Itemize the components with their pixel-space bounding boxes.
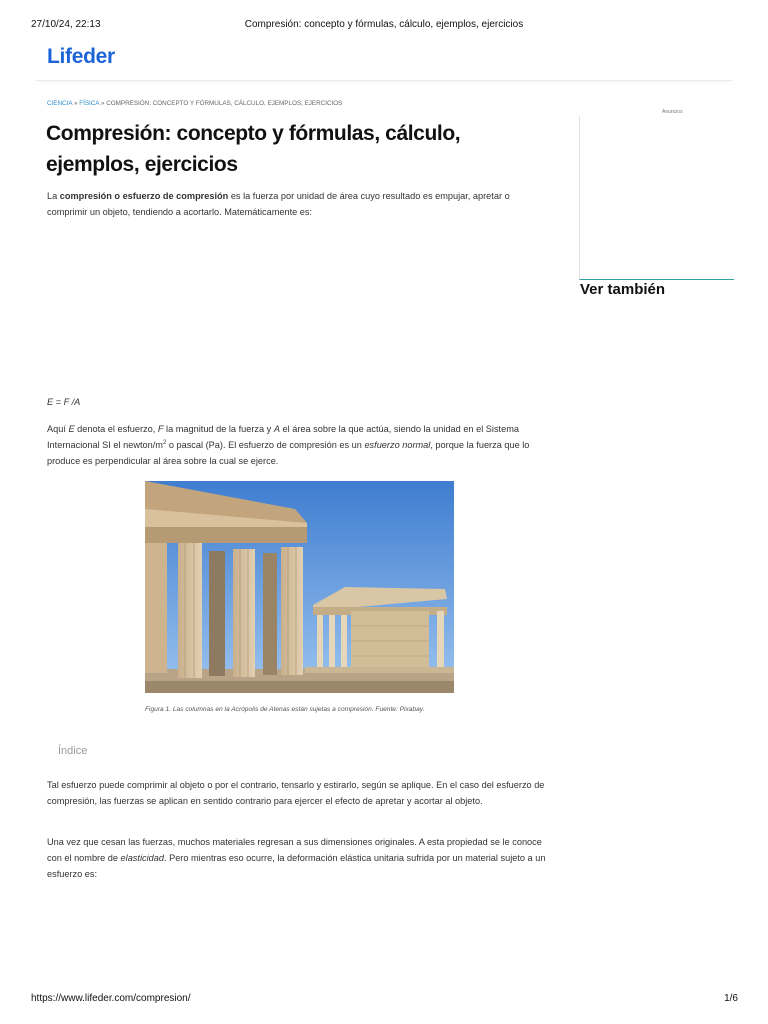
bold-term: compresión o esfuerzo de compresión — [59, 191, 229, 201]
italic-term: elasticidad — [120, 853, 164, 863]
text-run: Una vez que cesan las fuerzas, muchos materiales regresan a sus dimensiones originales. A esta propiedad se le conoce con el nombre de — [47, 837, 542, 863]
breadcrumb-current: COMPRESIÓN: CONCEPTO Y FÓRMULAS, CÁLCULO, EJEMPLOS, EJERCICIOS — [106, 100, 343, 107]
text-run: La — [47, 191, 60, 201]
text-run: o pascal (Pa). El esfuerzo de compresión es un — [166, 440, 365, 450]
page-title: Compresión: concepto y fórmulas, cálculo, ejemplos, ejercicios — [46, 122, 461, 176]
text-run: denota el esfuerzo, — [74, 424, 158, 434]
breadcrumb-link-ciencia[interactable]: CIENCIA — [47, 100, 73, 107]
text-run: el área sobre la que actúa, siendo la unidad en el Sistema Internacional SI el newton/m — [47, 424, 519, 450]
print-header — [0, 19, 768, 33]
italic-term: esfuerzo normal — [364, 440, 431, 450]
paragraph-compression-effect: Tal esfuerzo puede comprimir al objeto o por el contrario, tensarlo y estirarlo, según se aplique. En el caso del esfuerzo de compresión, las fuerzas se aplican en sentido contrario para ejercer el efecto de apretar y acortar al objeto. — [47, 780, 545, 806]
sidebar-ad-area — [579, 116, 734, 280]
intro-paragraph — [47, 188, 547, 220]
italic-term: E — [68, 424, 75, 434]
formula: E = F /A — [47, 397, 81, 407]
text-run: , porque la fuerza que lo produce es perpendicular al área sobre la cual se ejerce. — [47, 440, 530, 466]
site-logo[interactable]: Lifeder — [47, 45, 115, 68]
print-datetime: 27/10/24, 22:13 — [31, 19, 101, 30]
breadcrumb-separator: » — [73, 100, 78, 107]
definition-paragraph — [47, 421, 547, 469]
text-run: es la fuerza por unidad de área cuyo resultado es empujar, apretar o comprimir un objeto, tendiendo a acortarlo. Matemáticamente es: — [47, 191, 510, 217]
acropolis-photo-drawing — [145, 481, 454, 693]
breadcrumb-separator: » — [100, 100, 105, 107]
site-header — [36, 40, 732, 81]
text-run: Aquí — [47, 424, 69, 434]
breadcrumb — [47, 100, 342, 107]
italic-term: F — [157, 424, 164, 434]
ads-label: Anuncios — [662, 109, 683, 115]
breadcrumb-link-fisica[interactable]: FÍSICA — [79, 100, 100, 107]
italic-term: A — [273, 424, 280, 434]
text-run: . Pero mientras eso ocurre, la deformación elástica unitaria sufrida por un material sujeto a un esfuerzo es: — [47, 853, 546, 879]
see-also-heading: Ver también — [580, 281, 666, 298]
print-page-number: 1/6 — [724, 993, 738, 1004]
acropolis-photo — [145, 481, 454, 693]
paragraph-elasticity — [47, 834, 547, 882]
print-page-title: Compresión: concepto y fórmulas, cálculo, ejemplos, ejercicios — [244, 19, 524, 30]
superscript: 2 — [162, 439, 167, 446]
table-of-contents-toggle[interactable]: Índice — [58, 745, 88, 757]
text-run: la magnitud de la fuerza y — [163, 424, 274, 434]
print-footer — [0, 993, 768, 1007]
print-url: https://www.lifeder.com/compresion/ — [31, 993, 191, 1004]
figure-caption: Figura 1. Las columnas en la Acrópolis de Atenas están sujetas a compresión. Fuente: Pixabay. — [145, 706, 425, 713]
